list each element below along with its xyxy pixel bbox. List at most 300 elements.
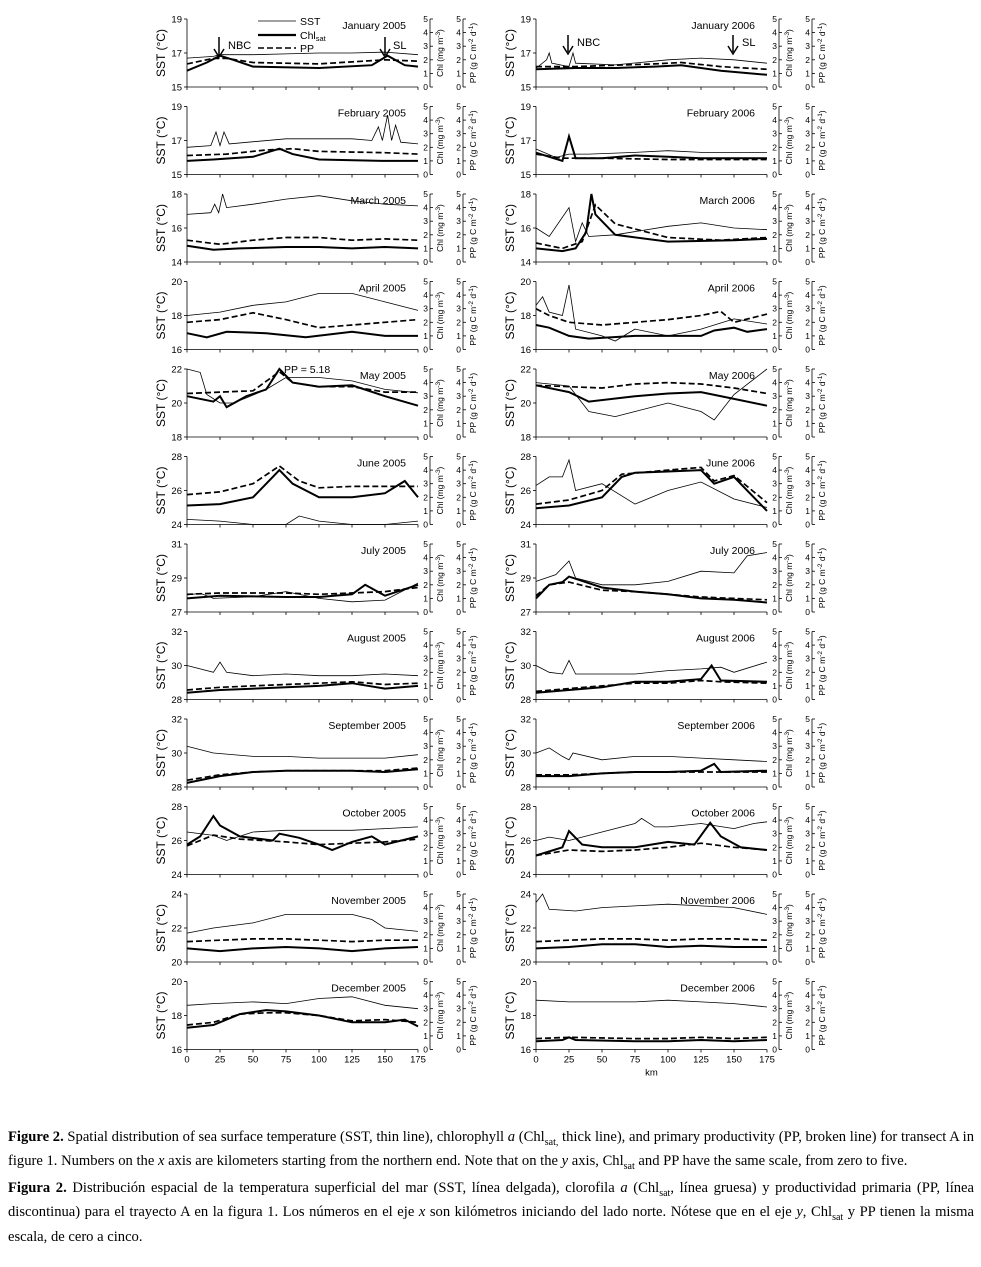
chl-tick-label: 0 [772,344,777,355]
pp-axis-title [817,723,827,784]
sst-axis-title: SST (°C) [154,816,168,865]
chl-axis-title [784,116,794,164]
panel-september-2006 [503,714,827,794]
pp-tick-label: 2 [456,667,461,678]
chl-tick-label: 1 [423,855,428,866]
y-tick-label: 20 [171,277,182,288]
y-tick-label: 17 [171,48,182,60]
pp-tick-label: 0 [805,169,810,180]
sst-axis-title: SST (°C) [503,991,517,1040]
chl-tick-label: 5 [772,364,777,374]
pp-axis-title-part: PP (g C m [817,219,827,259]
chl-axis-title-part: -3 [784,31,791,38]
chl-tick-label: 0 [772,869,777,880]
chl-axis-title-part: -3 [784,381,791,388]
chl-tick-label: 0 [772,694,777,705]
panel-august-2006 [503,627,827,707]
pp-tick-label: 3 [456,741,461,752]
y-tick-label: 28 [520,695,531,706]
pp-axis-title-part: ) [468,197,478,201]
pp-tick-label: 4 [805,202,810,213]
pp-tick-label: 4 [805,377,810,388]
y-tick-label: 18 [520,1011,531,1022]
pp-axis-title-part: -2 [468,738,475,745]
legend-sst-label: SST [300,16,321,28]
pp-axis-title-part: -1 [817,463,824,469]
y-tick-label: 20 [520,957,531,969]
y-tick-label: 26 [520,486,531,497]
chl-tick-label: 3 [772,216,777,227]
pp-axis-title-part: d [468,556,478,564]
x-tick-label: 50 [247,1054,259,1066]
pp-axis-title-part: d [468,31,478,39]
chl-axis-title-part: ) [435,204,445,207]
pp-axis-title-part: PP (g C m [468,656,478,696]
pp-tick-label: 0 [456,869,461,880]
caption-en-italic: x [157,1153,165,1170]
caption-english [8,1128,974,1177]
sst-axis-title: SST (°C) [503,204,517,252]
pp-axis-title-part: -1 [817,550,824,557]
pp-axis-title-part: -2 [817,475,824,482]
panel-title: January 2005 [342,20,406,32]
pp-axis-title-part: -1 [468,550,475,557]
pp-axis-title-part: -1 [468,988,475,994]
chl-axis-title-part: ) [435,991,445,995]
pp-tick-label: 4 [456,27,461,38]
pp-axis-title-part: -2 [817,213,824,220]
pp-tick-label: 5 [456,714,461,724]
pp-axis-title-part: PP (g C m [817,131,827,171]
pp-tick-label: 4 [805,727,810,738]
y-tick-label: 20 [520,977,531,988]
y-tick-label: 24 [171,889,182,901]
chl-line [187,470,418,505]
chl-axis-title-part: Chl (mg m [435,125,445,165]
pp-tick-label: 0 [456,432,461,442]
pp-axis-title-part: d [817,118,827,126]
pp-tick-label: 5 [805,539,810,549]
pp-tick-label: 3 [456,828,461,839]
chl-tick-label: 5 [423,276,428,287]
pp-tick-label: 3 [805,916,810,927]
pp-axis-title-part: ) [817,810,827,814]
y-tick-label: 31 [171,539,182,551]
x-tick-label: 175 [759,1054,775,1066]
sst-line [536,553,767,585]
caption-en-text: Spatial distribution of sea surface temperature (SST, thin line), chlorophyll [63,1129,508,1145]
chl-tick-label: 5 [423,626,428,637]
chl-axis-title-part: -3 [784,906,791,913]
pp-axis-title [468,985,478,1046]
pp-axis-title-part: PP (g C m [468,831,478,871]
chl-axis-title-part: -3 [784,644,791,651]
chl-axis-title [435,466,445,514]
chl-axis-title-part: Chl (mg m [784,562,794,602]
pp-axis-title-part: ) [817,285,827,289]
pp-axis-title-part: PP (g C m [468,919,478,959]
panel-september-2005 [154,714,478,794]
chl-axis-title-part: -3 [435,294,442,301]
pp-axis-title-part: -2 [817,738,824,745]
chl-axis-title-part: ) [435,904,445,907]
chl-tick-label: 3 [772,1003,777,1014]
chl-tick-label: 3 [423,653,428,664]
chl-line [536,823,767,856]
pp-tick-label: 4 [456,465,461,476]
chl-axis-title-part: -3 [784,469,791,476]
caption-spanish [8,1179,974,1247]
chl-axis-title [784,291,794,339]
y-tick-label: 18 [520,189,531,201]
chl-tick-label: 2 [423,54,428,65]
pp-tick-label: 0 [805,82,810,92]
chl-tick-label: 2 [423,229,428,240]
chl-tick-label: 0 [772,432,777,442]
y-tick-label: 15 [171,170,182,181]
chl-axis-title-part: Chl (mg m [784,650,794,690]
pp-axis-title-part: -2 [468,650,475,657]
pp-tick-label: 3 [805,303,810,314]
pp-tick-label: 1 [456,418,461,429]
pp-tick-label: 5 [456,539,461,549]
panel-title: July 2005 [361,545,406,557]
sst-line [536,748,767,762]
pp-axis-title-part: -2 [468,1000,475,1007]
chl-axis-title-part: -3 [784,819,791,826]
pp-tick-label: 0 [456,344,461,355]
pp-tick-label: 5 [805,626,810,637]
pp-tick-label: 3 [805,41,810,52]
chl-tick-label: 2 [423,754,428,765]
chl-axis-title-part: -3 [784,206,791,213]
pp-tick-label: 5 [456,189,461,199]
chl-axis-title-part: -3 [784,731,791,738]
chl-axis-title-part: -3 [784,994,791,1001]
caption-es-text: Distribución espacial de la temperatura superficial del mar (SST, línea delgada), clorofila [66,1179,621,1196]
chl-axis-title-part: -3 [784,119,791,126]
pp-axis-title-part: -2 [817,825,824,832]
chl-tick-label: 4 [423,552,428,563]
pp-axis-title-part: -1 [468,288,475,294]
sst-axis-title: SST (°C) [503,466,517,515]
panel-april-2006 [503,277,827,357]
chl-axis-title-part: ) [435,641,445,645]
y-tick-label: 19 [520,102,531,113]
pp-tick-label: 0 [456,1044,461,1055]
chl-axis-title-part: -3 [435,644,442,651]
sst-axis-title: SST (°C) [154,379,168,427]
pp-tick-label: 4 [456,290,461,301]
pp-axis-title-part: -1 [468,375,475,382]
y-tick-label: 32 [520,627,531,638]
pp-axis-title-part: d [817,818,827,826]
chl-axis-title-part: ) [784,291,794,295]
pp-tick-label: 4 [456,377,461,388]
pp-tick-label: 2 [456,1017,461,1028]
chl-axis-title [784,29,794,77]
chl-tick-label: 5 [772,101,777,112]
panel-march-2005 [154,189,478,269]
chl-axis-title [435,904,445,952]
pp-axis-title-part: d [817,731,827,739]
chl-axis-title [435,729,445,777]
sst-axis-title: SST (°C) [503,816,517,865]
pp-tick-label: 5 [805,976,810,987]
chl-line [536,1037,767,1041]
chl-tick-label: 4 [772,377,777,388]
chl-tick-label: 0 [423,607,428,617]
pp-axis-title-part: d [817,206,827,214]
chl-axis-title-part: -3 [435,119,442,126]
pp-tick-label: 3 [456,566,461,577]
y-tick-label: 16 [171,223,182,235]
chl-tick-label: 4 [423,377,428,388]
x-tick-label: 75 [280,1054,292,1066]
y-tick-label: 22 [171,364,182,376]
y-tick-label: 14 [520,257,531,269]
y-tick-label: 30 [520,748,531,760]
chl-tick-label: 2 [423,929,428,940]
annotation-nbc-2006: NBC [577,37,601,49]
y-tick-label: 20 [520,277,531,288]
pp-axis-title-part: -1 [817,375,824,382]
chl-tick-label: 1 [772,418,777,429]
chl-axis-title-part: Chl (mg m [435,37,445,77]
chl-tick-label: 4 [772,990,777,1001]
pp-axis-title-part: -1 [817,638,824,644]
chl-tick-label: 3 [772,391,777,402]
pp-axis-title-part: -2 [817,388,824,395]
pp-tick-label: 5 [456,14,461,24]
chl-axis-title [435,991,445,1039]
chl-tick-label: 0 [772,257,777,267]
panel-title: June 2005 [356,457,406,470]
y-tick-label: 19 [171,14,182,26]
caption-es-text: son kilómetros iniciando del lado norte. Nótese que en el eje [425,1204,797,1221]
sst-axis-title: SST (°C) [154,904,168,952]
y-tick-label: 15 [171,82,182,94]
legend-pp-label: PP [300,43,315,55]
pp-tick-label: 3 [805,653,810,664]
pp-tick-label: 2 [805,492,810,503]
chl-tick-label: 0 [423,344,428,355]
pp-axis-title-part: PP (g C m [468,219,478,259]
panel-title: September 2006 [677,720,755,732]
chl-axis-title-part: -3 [435,906,442,913]
chl-line [187,332,418,338]
pp-axis-title-part: ) [468,635,478,639]
pp-tick-label: 5 [805,189,810,199]
chl-axis-title-part: Chl (mg m [784,37,794,77]
chl-axis-title-part: ) [784,991,794,995]
chl-axis-title [784,729,794,777]
y-tick-label: 18 [171,189,182,201]
chl-axis-title-part: Chl (mg m [784,125,794,165]
legend [258,16,327,55]
chl-line [536,764,767,776]
annotations [214,35,755,376]
y-tick-label: 17 [171,136,182,147]
sst-line [187,516,418,525]
chl-tick-label: 0 [423,694,428,705]
chl-tick-label: 2 [423,142,428,153]
chl-line [187,683,418,693]
panel-title: March 2006 [699,195,755,207]
sst-line [187,583,418,602]
pp-axis-title [468,635,478,696]
chl-tick-label: 1 [772,593,777,604]
chl-axis-title-part: -3 [435,381,442,388]
pp-tick-label: 2 [456,229,461,240]
panel-title: May 2005 [359,370,406,382]
pp-axis-title-part: PP (g C m [468,744,478,784]
pp-axis-title-part: PP (g C m [817,656,827,696]
chl-tick-label: 3 [772,478,777,489]
sst-axis-title: SST (°C) [503,729,517,777]
pp-tick-label: 4 [805,27,810,38]
pp-axis-title-part: PP (g C m [817,831,827,871]
chl-tick-label: 5 [423,976,428,987]
y-tick-label: 29 [520,573,531,585]
chl-tick-label: 5 [772,976,777,987]
pp-axis-title-part: d [468,381,478,389]
pp-tick-label: 0 [805,869,810,880]
chl-tick-label: 5 [423,101,428,112]
x-tick-label: 150 [377,1054,393,1066]
chl-line [187,246,418,250]
annotation-nbc-2005: NBC [228,40,252,52]
legend-chl-sub: sat [315,34,326,43]
pp-tick-label: 2 [456,754,461,765]
chl-tick-label: 4 [772,815,777,826]
chl-line [536,136,767,161]
panel-june-2006 [503,452,827,532]
chl-axis-title-part: -3 [435,994,442,1001]
pp-axis-title-part: -2 [817,650,824,657]
annotation-pp-max: PP = 5.18 [284,364,331,376]
panel-february-2006 [503,102,827,182]
chl-tick-label: 0 [423,782,428,792]
pp-tick-label: 3 [805,391,810,402]
y-tick-label: 16 [520,345,531,356]
pp-axis-title [468,23,478,84]
chl-axis-title-part: ) [435,379,445,382]
chl-tick-label: 5 [772,539,777,549]
pp-tick-label: 5 [805,889,810,899]
panels-group [154,14,827,1079]
pp-axis-title-part: -2 [468,475,475,482]
y-tick-label: 20 [171,398,182,410]
pp-line [536,939,767,942]
panel-title: January 2006 [691,20,755,32]
panel-may-2006 [503,364,827,444]
pp-axis-title-part: PP (g C m [817,919,827,959]
pp-axis-title-part: -1 [817,813,824,819]
chl-tick-label: 0 [772,169,777,180]
pp-axis-title-part: -2 [817,913,824,920]
pp-tick-label: 4 [456,815,461,826]
y-tick-label: 22 [520,364,531,376]
chl-axis-title-part: Chl (mg m [435,1000,445,1040]
pp-tick-label: 3 [456,41,461,52]
chl-tick-label: 5 [423,364,428,374]
sst-axis-title: SST (°C) [503,116,517,165]
pp-tick-label: 3 [805,741,810,752]
pp-tick-label: 2 [456,492,461,503]
pp-tick-label: 1 [805,418,810,429]
panel-title: December 2005 [331,982,406,995]
pp-tick-label: 3 [456,303,461,314]
y-tick-label: 24 [520,520,531,531]
pp-axis-title-part: ) [468,810,478,814]
y-tick-label: 19 [171,102,182,113]
pp-axis-title-part: -2 [817,125,824,132]
pp-axis-title-part: -1 [817,725,824,732]
sst-line [187,662,418,676]
pp-axis-title-part: d [817,993,827,1001]
pp-axis-title [468,898,478,959]
pp-axis-title-part: d [817,643,827,651]
chl-tick-label: 4 [423,115,428,126]
pp-axis-title [817,460,827,521]
y-tick-label: 16 [520,1045,531,1056]
caption-es-italic: x [418,1204,426,1221]
pp-axis-title-part: -1 [468,25,475,32]
y-tick-label: 24 [520,889,531,901]
panel-title: August 2006 [696,632,755,645]
chl-axis-title-part: Chl (mg m [784,212,794,252]
pp-tick-label: 1 [805,943,810,954]
pp-axis-title-part: d [468,731,478,739]
chl-axis-title-part: ) [435,729,445,732]
pp-tick-label: 2 [456,54,461,65]
pp-axis-title-part: ) [817,197,827,201]
pp-axis-title-part: PP (g C m [817,1006,827,1046]
chl-tick-label: 3 [423,741,428,752]
pp-axis-title [468,548,478,609]
pp-axis-title-part: d [468,643,478,651]
chl-tick-label: 3 [423,41,428,52]
panel-title: June 2006 [705,457,755,470]
chl-line [536,325,767,339]
pp-axis-title [468,198,478,259]
pp-axis-title [468,285,478,346]
caption-es-italic: a [620,1179,628,1196]
pp-tick-label: 2 [805,667,810,678]
chl-axis-title [784,204,794,252]
pp-tick-label: 2 [805,929,810,940]
caption-es-text: y PP tienen la misma escala, de cero a cinco. [8,1204,974,1245]
pp-axis-title-part: PP (g C m [817,394,827,434]
y-tick-label: 28 [171,695,182,706]
chl-axis-title [784,991,794,1039]
pp-axis-title-part: -1 [468,813,475,819]
chl-tick-label: 2 [772,142,777,153]
pp-axis-title-part: ) [468,22,478,26]
y-tick-label: 28 [520,452,531,463]
y-tick-label: 24 [171,520,182,531]
pp-tick-label: 1 [805,330,810,341]
sst-axis-title: SST (°C) [154,29,168,77]
caption-es-italic: y [796,1204,803,1221]
pp-tick-label: 3 [805,1003,810,1014]
chl-tick-label: 2 [772,667,777,678]
pp-tick-label: 4 [456,640,461,651]
chl-axis-title-part: ) [435,816,445,820]
sst-axis-title: SST (°C) [154,729,168,777]
chl-tick-label: 1 [772,243,777,254]
